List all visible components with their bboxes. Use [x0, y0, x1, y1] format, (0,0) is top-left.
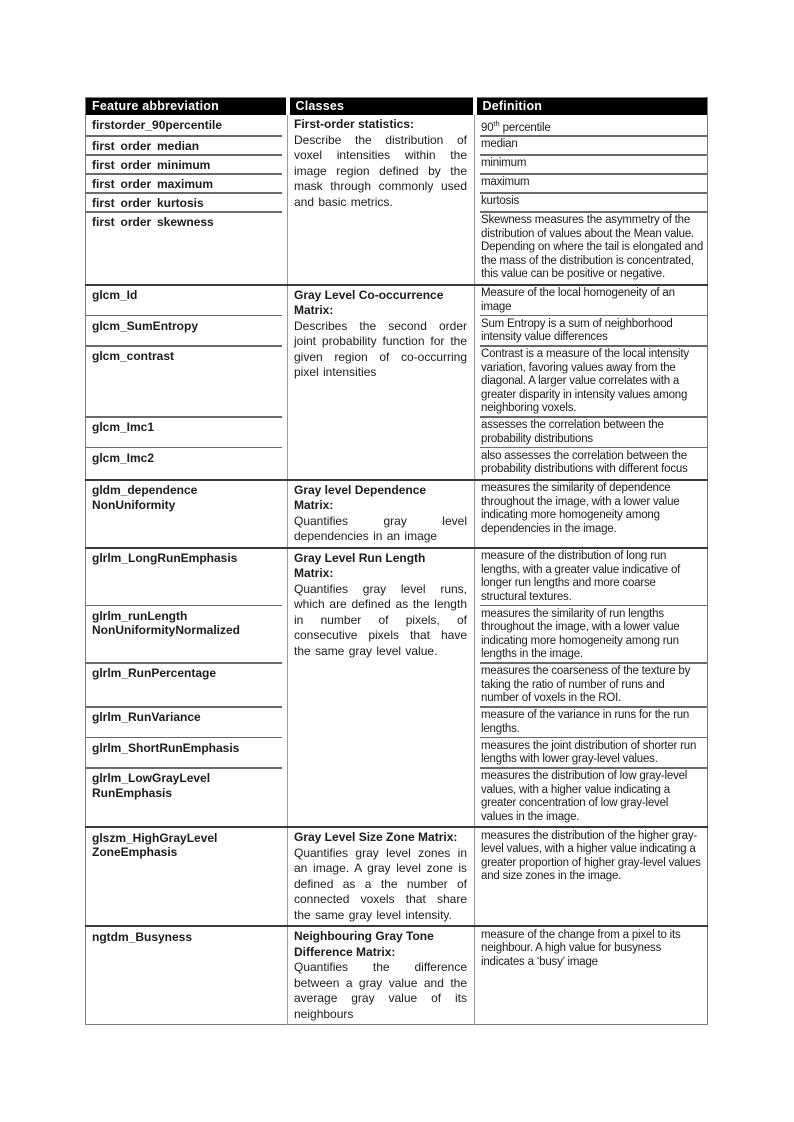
feature-cell: glrlm_LowGrayLevel RunEmphasis — [86, 769, 288, 828]
definition-cell: measures the distribution of low gray-level values, with a higher value indicating a greater concentration of low gray-level values in the image. — [481, 770, 688, 823]
table-header — [86, 98, 708, 116]
definition-cell: assesses the correlation between the probability distributions — [475, 418, 708, 449]
class-description: Quantifies gray level dependencies in an image — [294, 513, 467, 544]
feature-cell: first order minimum — [86, 156, 288, 175]
definition-cell: measures the similarity of run lengths throughout the image, with a lower value indicating more homogeneity among run lengths in the image. — [475, 606, 708, 664]
feature-group-glszm — [86, 827, 708, 926]
definition-cell: Skewness measures the asymmetry of the distribution of values about the Mean value. Depending on where the tail is elongated and the mass of the distribution is concentrated, this value can be positive or negative. — [481, 214, 704, 281]
feature-cell: glcm_SumEntropy — [86, 316, 288, 347]
definition-cell: also assesses the correlation between the probability distributions with different focus — [481, 449, 688, 476]
definition-cell: median — [475, 137, 708, 156]
class-description: Describes the second order joint probability function for the given region of co-occurring pixel intensities — [294, 318, 467, 380]
feature-cell: glszm_HighGrayLevel ZoneEmphasis — [86, 827, 288, 926]
definition-cell: maximum — [475, 175, 708, 194]
feature-group-ngtdm — [86, 926, 708, 1025]
class-name: Gray Level Size Zone Matrix: — [294, 830, 458, 845]
definition-cell: 90th percentile — [475, 115, 708, 137]
feature-cell: glrlm_ShortRunEmphasis — [86, 738, 288, 769]
class-cell — [288, 115, 475, 285]
feature-cell: gldm_dependence NonUniformity — [86, 480, 288, 548]
feature-cell: glcm_contrast — [86, 347, 288, 418]
feature-cell: first order median — [86, 137, 288, 156]
class-cell — [288, 548, 475, 828]
class-cell — [288, 827, 475, 926]
class-cell — [288, 926, 475, 1025]
header-classes: Classes — [288, 98, 475, 116]
feature-cell: ngtdm_Busyness — [86, 926, 288, 1025]
definition-cell: measures the joint distribution of shorter run lengths with lower gray-level values. — [475, 738, 708, 769]
table-row — [86, 480, 708, 548]
class-name: Neighbouring Gray Tone Difference Matrix: — [294, 929, 434, 959]
definition-cell: measures the distribution of the higher gray-level values, with a higher value indicating a greater proportion of higher gray-level values and size zones in the image. — [481, 829, 701, 883]
feature-cell: glcm_Imc2 — [86, 448, 288, 480]
definition-cell: measures the similarity of dependence throughout the image, with a lower value indicating more homogeneity among dependencies in the image. — [481, 482, 680, 535]
header-feature-abbreviation: Feature abbreviation — [86, 98, 288, 116]
class-description: Quantifies gray level runs, which are defined as the length in number of pixels, of consecutive pixels that have the same gray level value. — [294, 581, 467, 658]
feature-cell: glrlm_RunVariance — [86, 708, 288, 739]
definition-cell: minimum — [475, 156, 708, 175]
feature-group-first-order — [86, 115, 708, 285]
class-name: Gray level Dependence Matrix: — [294, 482, 427, 513]
table-row — [86, 548, 708, 607]
table-row — [86, 285, 708, 317]
class-cell — [288, 285, 475, 480]
definition-cell: measures the coarseness of the texture by taking the ratio of number of runs and number of voxels in the ROI. — [475, 664, 708, 708]
feature-cell: glrlm_runLength NonUniformityNormalized — [86, 606, 288, 664]
feature-cell: glrlm_RunPercentage — [86, 664, 288, 708]
class-cell — [288, 480, 475, 548]
table-row — [86, 115, 708, 137]
table-row — [86, 827, 708, 926]
definition-cell: measure of the change from a pixel to its neighbour. A high value for busyness indicates a ‘busy’ image — [481, 928, 681, 968]
class-description: Quantifies gray level zones in an image. A gray level zone is defined as a the number of connected voxels that share the same gray level intensity. — [294, 845, 467, 922]
feature-cell: firstorder_90percentile — [86, 115, 288, 137]
definition-cell: Contrast is a measure of the local intensity variation, favoring values away from the diagonal. A larger value correlates with a greater disparity in intensity values among neighboring voxels. — [475, 347, 708, 418]
feature-cell: glrlm_LongRunEmphasis — [86, 548, 288, 607]
feature-cell: first order skewness — [86, 213, 288, 285]
definition-cell: measure of the distribution of long run lengths, with a greater value indicative of longer run lengths and more coarse structural textures. — [475, 548, 708, 607]
header-row — [86, 98, 708, 116]
table-row — [86, 926, 708, 1025]
definition-cell: Measure of the local homogeneity of an image — [475, 285, 708, 317]
feature-group-glcm — [86, 285, 708, 480]
header-definition: Definition — [475, 98, 708, 116]
feature-group-gldm — [86, 480, 708, 548]
class-description: Quantifies the difference between a gray value and the average gray value of its neighbours — [294, 960, 467, 1021]
class-name: Gray Level Run Length Matrix: — [294, 550, 426, 581]
definition-cell: kurtosis — [475, 194, 708, 213]
radiomics-feature-table — [85, 97, 708, 1025]
class-name: Gray Level Co-occurrence Matrix: — [294, 287, 444, 318]
feature-cell: first order maximum — [86, 175, 288, 194]
feature-group-glrlm — [86, 548, 708, 828]
class-description: Describe the distribution of voxel intensities within the image region defined by the mask through commonly used and basic metrics. — [294, 132, 467, 209]
class-name: First-order statistics: — [294, 117, 415, 131]
feature-cell: glcm_Id — [86, 285, 288, 317]
definition-cell: measure of the variance in runs for the run lengths. — [475, 708, 708, 739]
feature-cell: glcm_Imc1 — [86, 418, 288, 449]
feature-cell: first order kurtosis — [86, 194, 288, 213]
definition-cell: Sum Entropy is a sum of neighborhood intensity value differences — [475, 316, 708, 347]
superscript-text: th — [493, 118, 500, 128]
